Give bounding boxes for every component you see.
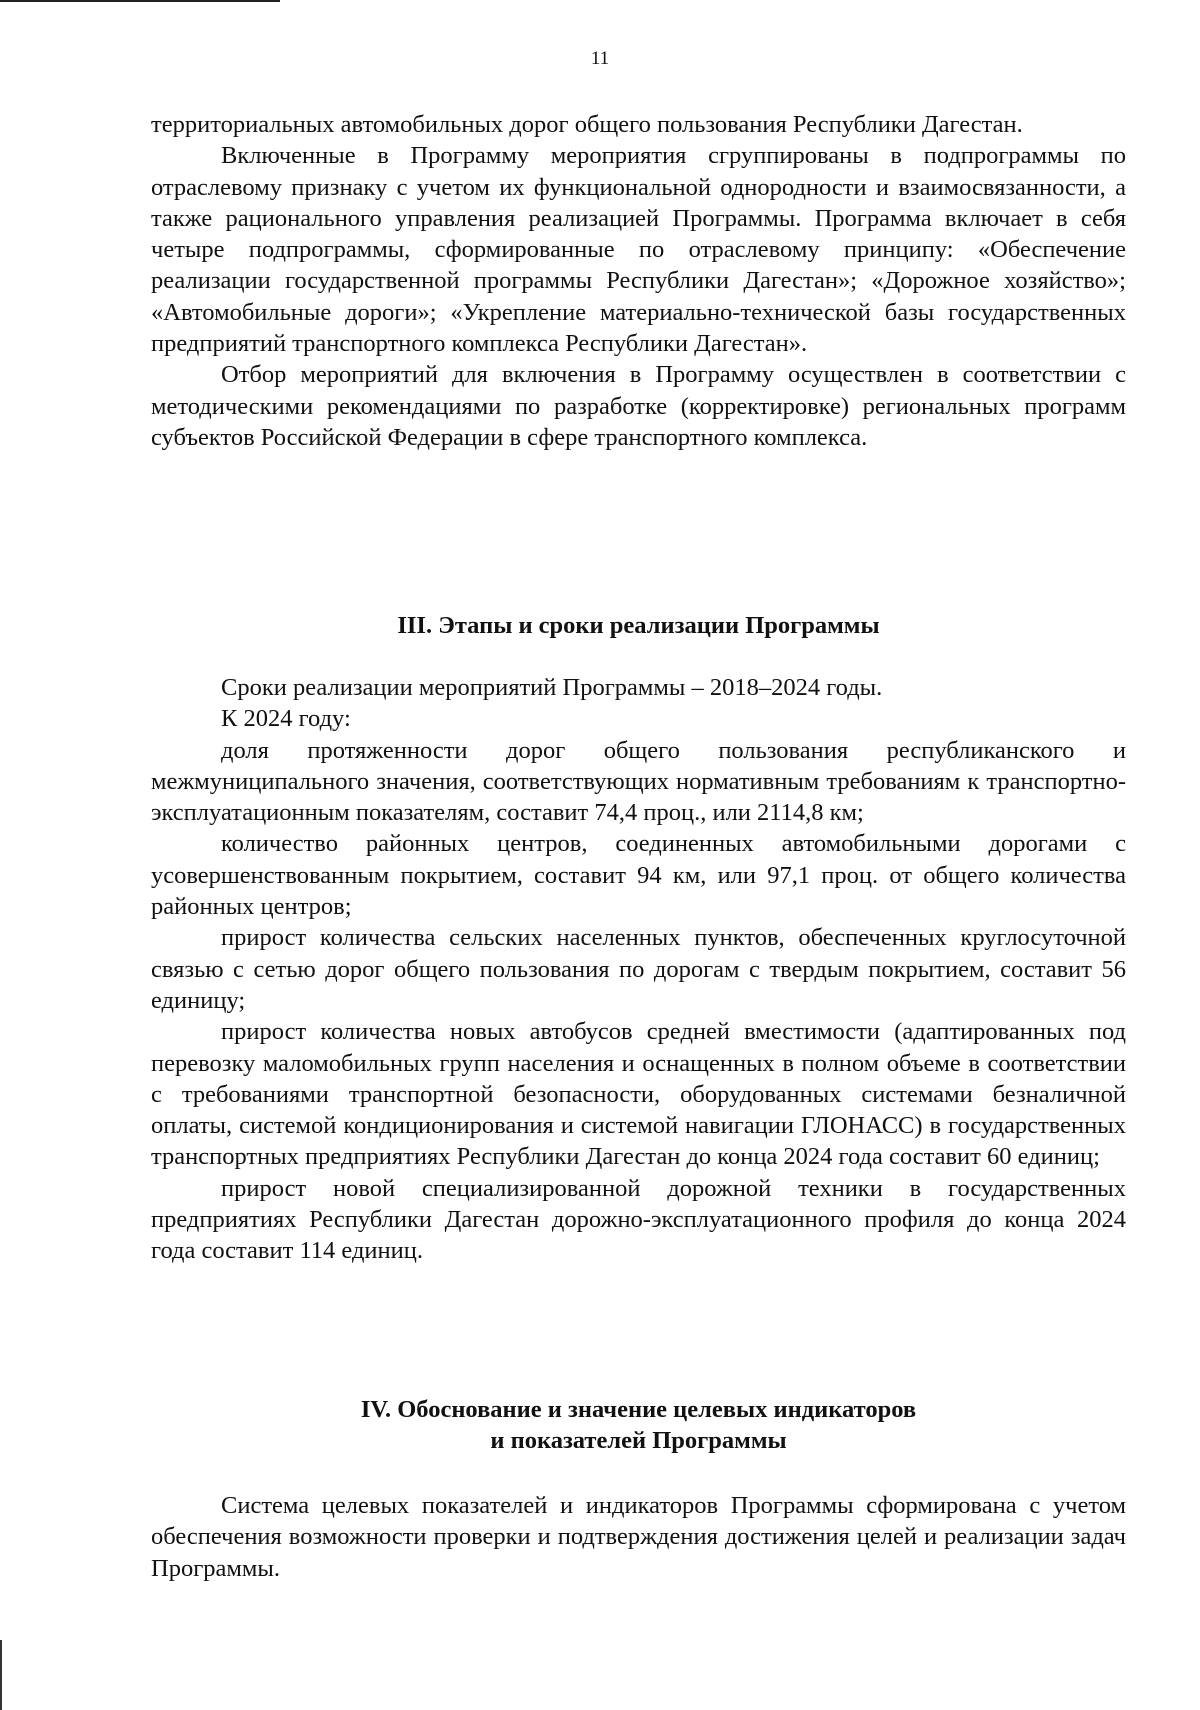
section-3-item-district-centers: количество районных центров, соединенных автомобильными дорогами с усовершенствованным покрытием, составит 94 км, или 97,1 проц. от общего количества районных центров;	[151, 830, 1126, 921]
section-4-body	[151, 1490, 1126, 1584]
section-4-heading-block	[151, 1394, 1126, 1457]
section-3-heading: III. Этапы и сроки реализации Программы	[397, 612, 880, 639]
intro-block	[151, 109, 1126, 453]
section-4-heading-line-1: IV. Обоснование и значение целевых индикаторов	[360, 1396, 917, 1423]
section-3-item-road-equipment: прирост новой специализированной дорожной техники в государственных предприятиях Республики Дагестан дорожно-эксплуатационного профиля до конца 2024 года составит 114 единиц.	[151, 1174, 1126, 1265]
intro-paragraph-subprograms: Включенные в Программу мероприятия сгруппированы в подпрограммы по отраслевому признаку с учетом их функциональной однородности и взаимосвязанности, а также рационального управления реализацией Программы. Программа включает в себя четыре подпрограммы, сформированные по отраслевому принципу: «Обеспечение реализации государственной программы Республики Дагестан»; «Дорожное хозяйство»; «Автомобильные дороги»; «Укрепление материально-технической базы государственных предприятий транспортного комплекса Республики Дагестан».	[151, 142, 1126, 358]
intro-paragraph-selection: Отбор мероприятий для включения в Программу осуществлен в соответствии с методическими рекомендациями по разработке (корректировке) региональных программ субъектов Российской Федерации в сфере транспортного комплекса.	[151, 361, 1126, 451]
section-3-terms: Сроки реализации мероприятий Программы – 2018–2024 годы.	[221, 674, 883, 701]
section-4-heading	[151, 1394, 1126, 1457]
scan-edge-mark-left	[0, 1640, 2, 1710]
section-3-by-year: К 2024 году:	[221, 705, 351, 733]
scan-edge-mark-top	[0, 0, 280, 2]
section-3-item-rural-settlements: прирост количества сельских населенных пунктов, обеспеченных круглосуточной связью с сетью дорог общего пользования по дорогам с твердым покрытием, составит 56 единицу;	[151, 924, 1126, 1014]
intro-continuation-paragraph: территориальных автомобильных дорог общего пользования Республики Дагестан.	[151, 111, 1023, 138]
section-4-heading-line-2: и показателей Программы	[490, 1427, 787, 1455]
section-4-paragraph-indicators: Система целевых показателей и индикаторов Программы сформирована с учетом обеспечения возможности проверки и подтверждения достижения целей и реализации задач Программы.	[151, 1492, 1126, 1582]
section-3-body	[151, 672, 1126, 1267]
page-number: 11	[590, 48, 610, 69]
section-3-item-roads-share: доля протяженности дорог общего пользования республиканского и межмуниципального значения, соответствующих нормативным требованиям к транспортно-эксплуатационным показателям, составит 74,4 проц., или 2114,8 км;	[151, 736, 1126, 827]
section-3-heading-block	[151, 610, 1126, 641]
section-3-item-buses: прирост количества новых автобусов средней вместимости (адаптированных под перевозку маломобильных групп населения и оснащенных в полном объеме в соответствии с требованиями транспортной безопасности, оборудованных системами безналичной оплаты, системой кондиционирования и системой навигации ГЛОНАСС) в государственных транспортных предприятиях Республики Дагестан до конца 2024 года составит 60 единиц;	[151, 1018, 1126, 1171]
